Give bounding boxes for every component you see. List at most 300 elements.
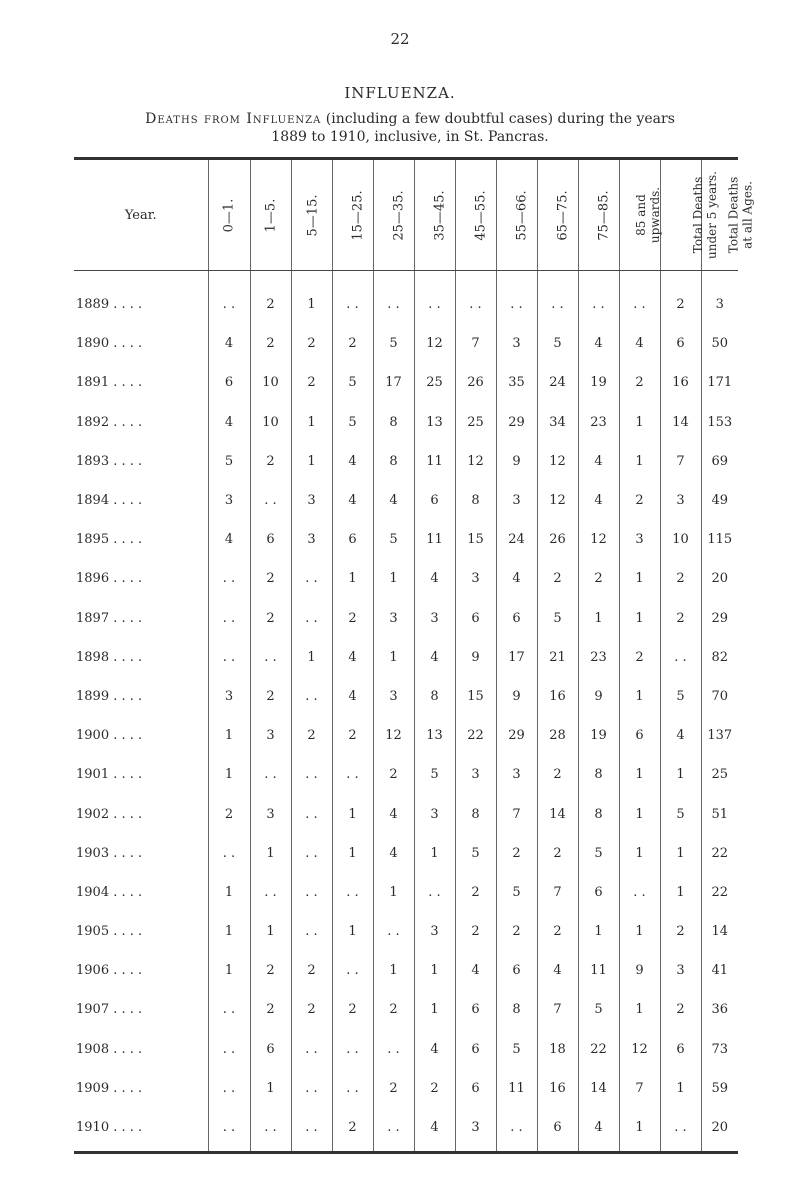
table-cell: 22 [578,1030,619,1069]
table-cell: 7 [537,873,578,912]
table-cell: 2 [250,271,291,325]
table-cell: 1 [332,794,373,833]
table-cell: 8 [578,755,619,794]
table-cell: 2 [619,363,660,402]
table-cell: 1 [619,403,660,442]
table-cell: 2 [578,559,619,598]
table-cell: 3 [414,794,455,833]
table-cell: 5 [332,403,373,442]
table-cell: 6 [660,324,701,363]
table-cell: 1 [619,834,660,873]
table-cell: . . [250,638,291,677]
table-cell: 1 [250,834,291,873]
table-cell: . . [619,873,660,912]
table-cell: 5 [373,324,414,363]
year-cell: 1902 . . . . [76,806,143,822]
table-cell: 6 [660,1030,701,1069]
table-cell: . . [414,873,455,912]
table-row [74,520,738,559]
table-cell: 4 [373,481,414,520]
table-cell: . . [250,873,291,912]
table-cell: 2 [332,1108,373,1153]
table-cell: . . [208,1108,250,1153]
table-cell: 1 [373,951,414,990]
year-cell: 1894 . . . . [76,493,143,509]
table-cell: 1 [660,873,701,912]
table-cell: 5 [660,677,701,716]
table-cell: 18 [537,1030,578,1069]
table-cell: 9 [496,442,537,481]
table-cell: 2 [208,794,250,833]
table-cell: 11 [496,1069,537,1108]
table-cell: 5 [496,1030,537,1069]
year-cell: 1898 . . . . [76,649,143,665]
table-cell: 153 [701,403,738,442]
table-cell: 2 [332,716,373,755]
table-body [74,271,738,1153]
table-cell: 13 [414,403,455,442]
table-row [74,442,738,481]
table-cell: 4 [332,481,373,520]
table-cell: 2 [373,755,414,794]
table-cell: 3 [208,677,250,716]
table-cell: 7 [660,442,701,481]
table-row [74,990,738,1029]
table-cell: 1 [332,834,373,873]
year-cell: 1901 . . . . [76,767,143,783]
table-cell: 82 [701,638,738,677]
table-cell: 29 [496,716,537,755]
table-row [74,677,738,716]
col-header: 45—55. [455,159,496,271]
table-cell: . . [373,912,414,951]
table-cell: 4 [660,716,701,755]
table-cell: . . [537,271,578,325]
table-cell: 2 [250,599,291,638]
table-cell: 22 [701,873,738,912]
table-cell: 5 [660,794,701,833]
table-cell: 5 [537,599,578,638]
table-cell: . . [291,794,332,833]
table-cell: 3 [660,951,701,990]
table-cell: . . [291,1030,332,1069]
caption-lead: Deaths from Influenza [145,111,322,127]
table-cell: 1 [578,599,619,638]
table-cell: 5 [455,834,496,873]
table-cell: 51 [701,794,738,833]
table-row [74,834,738,873]
table-cell: 9 [496,677,537,716]
year-cell: 1891 . . . . [76,375,143,391]
table-cell: 1 [332,912,373,951]
table-cell: 1 [208,716,250,755]
table-cell: 1 [373,638,414,677]
table-cell: 50 [701,324,738,363]
table-cell: 4 [373,794,414,833]
table-row [74,559,738,598]
table-cell: 4 [414,1108,455,1153]
year-cell: 1908 . . . . [76,1041,143,1057]
table-cell: 34 [537,403,578,442]
table-cell: 2 [291,990,332,1029]
caption-rest: (including a few doubtful cases) during the years [321,111,675,127]
table-cell: 28 [537,716,578,755]
table-cell: 36 [701,990,738,1029]
table-cell: 4 [208,403,250,442]
year-cell: 1892 . . . . [76,414,143,430]
table-cell: 7 [455,324,496,363]
table-cell: 35 [496,363,537,402]
table-cell: 7 [537,990,578,1029]
table-cell: 4 [537,951,578,990]
table-cell: . . [208,990,250,1029]
table-cell: 14 [537,794,578,833]
table-row [74,1069,738,1108]
table-cell: . . [208,1069,250,1108]
table-cell: 2 [291,716,332,755]
table-cell: 73 [701,1030,738,1069]
year-cell: 1889 . . . . [76,297,143,313]
table-cell: 6 [332,520,373,559]
table-cell: . . [619,271,660,325]
table-cell: 2 [250,990,291,1029]
table-cell: . . [455,271,496,325]
table-cell: 24 [537,363,578,402]
table-cell: 2 [291,951,332,990]
table-cell: 4 [578,1108,619,1153]
table-cell: 5 [578,990,619,1029]
table-row [74,873,738,912]
table-cell: 1 [619,677,660,716]
table-cell: 1 [660,1069,701,1108]
table-cell: 14 [660,403,701,442]
table-cell: 137 [701,716,738,755]
table-cell: 2 [250,324,291,363]
table-cell: 3 [291,520,332,559]
table-cell: 115 [701,520,738,559]
table-row [74,599,738,638]
table-cell: 2 [537,559,578,598]
table-caption [60,110,760,146]
year-cell: 1903 . . . . [76,845,143,861]
table-cell: 4 [373,834,414,873]
table-cell: . . [291,912,332,951]
table-cell: . . [208,559,250,598]
year-cell: 1893 . . . . [76,453,143,469]
table-cell: 2 [619,481,660,520]
table-cell: 22 [701,834,738,873]
table-cell: 10 [250,363,291,402]
table-cell: 1 [619,1108,660,1153]
table-cell: 2 [373,1069,414,1108]
table-cell: 1 [250,1069,291,1108]
table-cell: 15 [455,520,496,559]
table-cell: . . [291,873,332,912]
table-cell: 2 [250,559,291,598]
table-cell: 1 [578,912,619,951]
table-row [74,324,738,363]
table-cell: 1 [619,599,660,638]
table-cell: 1 [414,834,455,873]
table-cell: 5 [332,363,373,402]
table-cell: 4 [414,1030,455,1069]
table-cell: 4 [455,951,496,990]
table-cell: 6 [537,1108,578,1153]
table-cell: 26 [537,520,578,559]
table-cell: . . [332,951,373,990]
col-header: 65—75. [537,159,578,271]
table-cell: . . [578,271,619,325]
table-cell: 17 [496,638,537,677]
table-cell: 13 [414,716,455,755]
table-cell: 12 [414,324,455,363]
table-cell: 26 [455,363,496,402]
table-cell: . . [496,1108,537,1153]
table-cell: 1 [660,755,701,794]
table-cell: 3 [660,481,701,520]
table-cell: 6 [496,951,537,990]
table-cell: . . [291,1069,332,1108]
year-cell: 1904 . . . . [76,884,143,900]
table-cell: 3 [250,716,291,755]
year-header: Year. [74,159,208,271]
table-cell: . . [208,1030,250,1069]
influenza-deaths-table [74,157,754,1154]
table-cell: 4 [414,638,455,677]
table-cell: . . [373,271,414,325]
table-cell: 2 [496,912,537,951]
col-header: 35—45. [414,159,455,271]
table-cell: 24 [496,520,537,559]
table-cell: 6 [414,481,455,520]
table-cell: 4 [208,324,250,363]
table-cell: 1 [619,442,660,481]
table-cell: 3 [250,794,291,833]
table-cell: 1 [291,442,332,481]
table-cell: 12 [373,716,414,755]
table-cell: . . [291,834,332,873]
table-cell: 12 [537,481,578,520]
col-header: 1—5. [250,159,291,271]
table-cell: . . [373,1108,414,1153]
table-cell: 6 [455,599,496,638]
table-row [74,951,738,990]
table-cell: 19 [578,363,619,402]
table-cell: 2 [537,912,578,951]
table-cell: 5 [496,873,537,912]
table-cell: 6 [619,716,660,755]
year-cell: 1910 . . . . [76,1120,143,1136]
table-cell: 16 [660,363,701,402]
table-cell: 1 [291,403,332,442]
table-cell: 8 [455,794,496,833]
table-cell: . . [414,271,455,325]
table-cell: 1 [414,951,455,990]
col-header-all-ages: Total Deaths at all Ages. [701,159,738,271]
table-cell: 11 [414,442,455,481]
table-cell: 8 [496,990,537,1029]
table-cell: 23 [578,403,619,442]
col-header-under-5: Total Deaths under 5 years. [660,159,701,271]
table-cell: 5 [414,755,455,794]
col-header: 15—25. [332,159,373,271]
col-header: 0—1. [208,159,250,271]
table-cell: . . [373,1030,414,1069]
table-cell: . . [250,481,291,520]
table-row [74,403,738,442]
table-cell: 2 [332,324,373,363]
table-cell: 3 [291,481,332,520]
table-row [74,363,738,402]
table-cell: 7 [496,794,537,833]
table-cell: . . [250,755,291,794]
table-cell: 1 [619,990,660,1029]
table-cell: 15 [455,677,496,716]
table-cell: 2 [455,873,496,912]
table-cell: 9 [619,951,660,990]
table-cell: . . [660,1108,701,1153]
table-cell: 4 [332,442,373,481]
col-header: 25—35. [373,159,414,271]
table-cell: 41 [701,951,738,990]
table-cell: 1 [619,794,660,833]
table-cell: 1 [208,755,250,794]
table-cell: 9 [578,677,619,716]
table-cell: 12 [537,442,578,481]
table-cell: 3 [373,599,414,638]
table-cell: 4 [619,324,660,363]
table-cell: 17 [373,363,414,402]
table-cell: 2 [660,599,701,638]
table-cell: 12 [619,1030,660,1069]
year-cell: 1900 . . . . [76,728,143,744]
table-cell: 4 [578,324,619,363]
table-cell: . . [208,599,250,638]
table-cell: 3 [414,912,455,951]
table-cell: 2 [373,990,414,1029]
table-cell: 20 [701,1108,738,1153]
table-cell: 29 [496,403,537,442]
table-cell: 4 [332,677,373,716]
table-cell: 25 [701,755,738,794]
table-cell: 4 [496,559,537,598]
table-cell: 1 [208,912,250,951]
table-cell: . . [332,1030,373,1069]
table-cell: 6 [208,363,250,402]
table-cell: 12 [578,520,619,559]
table-cell: 69 [701,442,738,481]
table-cell: . . [332,271,373,325]
table-cell: 6 [250,1030,291,1069]
table-cell: 5 [373,520,414,559]
table-row [74,716,738,755]
table-cell: 1 [250,912,291,951]
table-cell: 5 [578,834,619,873]
table-cell: . . [332,755,373,794]
table-cell: 8 [414,677,455,716]
table-cell: 19 [578,716,619,755]
table-cell: 10 [660,520,701,559]
table-cell: 7 [619,1069,660,1108]
table-cell: 6 [455,1069,496,1108]
year-cell: 1890 . . . . [76,336,143,352]
table-cell: 2 [660,559,701,598]
table-cell: 49 [701,481,738,520]
table-cell: 1 [332,559,373,598]
table-cell: 8 [373,442,414,481]
table-cell: 3 [208,481,250,520]
table-cell: 4 [332,638,373,677]
table-row [74,912,738,951]
table-cell: . . [291,755,332,794]
col-header: 5—15. [291,159,332,271]
table-cell: 3 [701,271,738,325]
table-cell: 14 [701,912,738,951]
year-cell: 1899 . . . . [76,688,143,704]
table-cell: 1 [373,559,414,598]
table-row [74,794,738,833]
col-header-85-upwards: 85 and upwards. [619,159,660,271]
table-cell: 8 [455,481,496,520]
table-cell: 10 [250,403,291,442]
table-cell: 3 [455,559,496,598]
table-cell: 1 [373,873,414,912]
table-cell: 1 [291,271,332,325]
table-cell: 21 [537,638,578,677]
table-cell: 1 [619,755,660,794]
table-cell: 2 [250,951,291,990]
table-cell: 2 [455,912,496,951]
table-cell: 6 [496,599,537,638]
table-cell: 6 [455,1030,496,1069]
table-cell: 5 [537,324,578,363]
table-cell: . . [496,271,537,325]
table-cell: 70 [701,677,738,716]
table-cell: . . [291,559,332,598]
table-cell: . . [208,271,250,325]
header-row [74,159,738,271]
table-cell: 8 [373,403,414,442]
col-header: 75—85. [578,159,619,271]
table-cell: 2 [537,755,578,794]
table-row [74,271,738,325]
table-cell: 5 [208,442,250,481]
table-row [74,1108,738,1153]
page-number: 22 [390,30,410,48]
table-cell: . . [208,638,250,677]
table-row [74,638,738,677]
year-cell: 1907 . . . . [76,1002,143,1018]
table-cell: 25 [414,363,455,402]
table-cell: 11 [578,951,619,990]
table-cell: 1 [619,912,660,951]
year-cell: 1896 . . . . [76,571,143,587]
table-cell: 2 [414,1069,455,1108]
caption-line2: 1889 to 1910, inclusive, in St. Pancras. [271,129,549,145]
section-title: INFLUENZA. [344,84,456,102]
table-row [74,481,738,520]
table-cell: 12 [455,442,496,481]
table-cell: 9 [455,638,496,677]
table-cell: . . [291,677,332,716]
table-cell: 8 [578,794,619,833]
table-cell: 6 [455,990,496,1029]
table-cell: 25 [455,403,496,442]
table-cell: 59 [701,1069,738,1108]
table-cell: 2 [537,834,578,873]
table-cell: 20 [701,559,738,598]
table-cell: 16 [537,1069,578,1108]
